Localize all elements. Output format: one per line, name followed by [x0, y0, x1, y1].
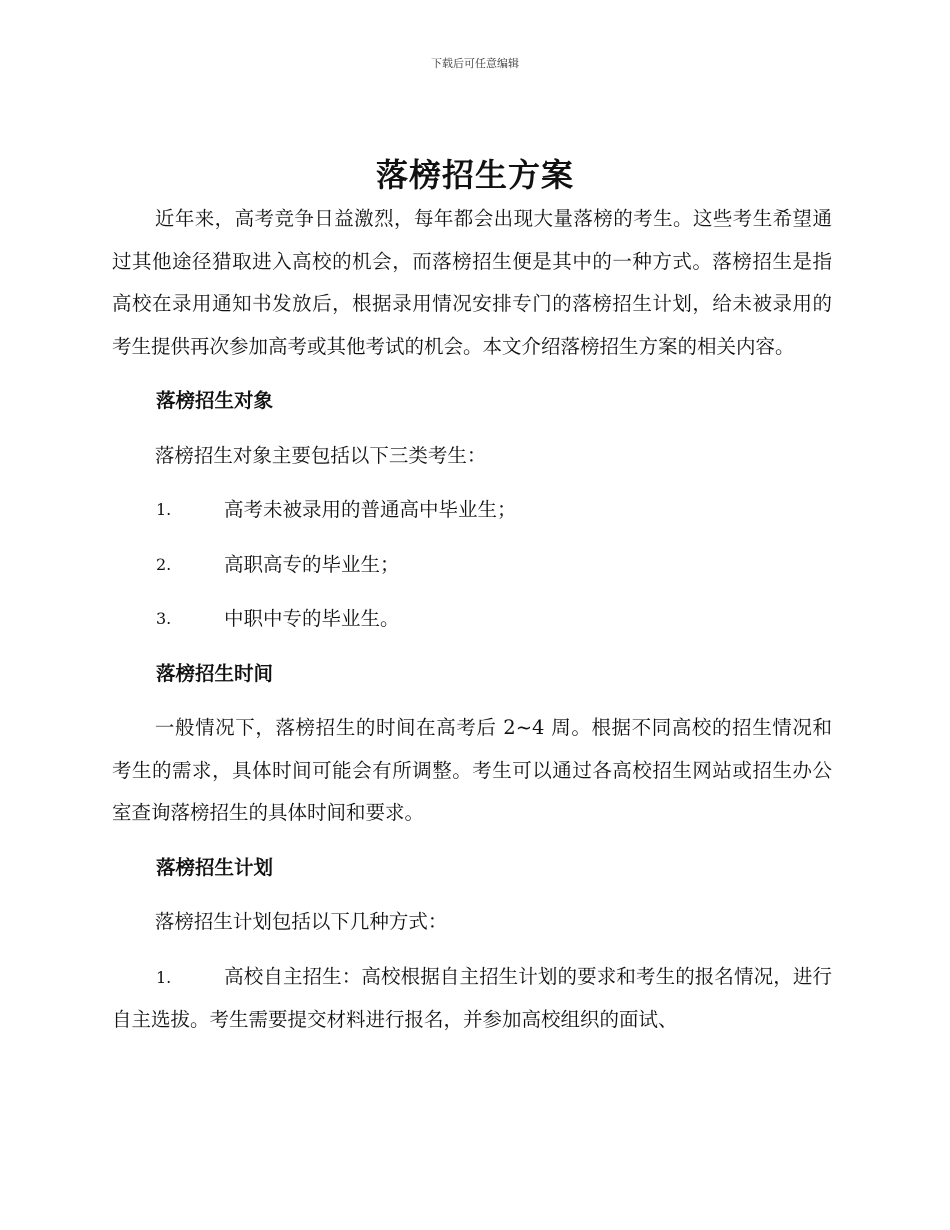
list-text: 中职中专的毕业生。: [224, 607, 400, 630]
document-title: 落榜招生方案: [375, 156, 574, 194]
list-item: [112, 956, 832, 1042]
list-item: [112, 489, 832, 532]
list-text: 高考未被录用的普通高中毕业生；: [224, 498, 517, 521]
list-text: 高校自主招生：高校根据自主招生计划的要求和考生的报名情况，进行自主选拔。考生需要提交材料进行报名，并参加高校组织的面试、: [112, 964, 832, 1031]
list-number: 1.: [156, 967, 172, 987]
list-item: [112, 598, 832, 641]
intro-paragraph: 近年来，高考竞争日益激烈，每年都会出现大量落榜的考生。这些考生希望通过其他途径猎取进入高校的机会，而落榜招生便是其中的一种方式。落榜招生是指高校在录用通知书发放后，根据录用情况安排专门的落榜招生计划，给未被录用的考生提供再次参加高考或其他考试的机会。本文介绍落榜招生方案的相关内容。: [112, 207, 832, 358]
section-heading-time: 落榜招生时间: [156, 661, 274, 685]
section-plan-lead: 落榜招生计划包括以下几种方式：: [154, 910, 448, 933]
list-number: 3.: [156, 609, 172, 628]
page-header: 下载后可任意编辑: [431, 57, 519, 70]
list-number: 2.: [156, 554, 172, 574]
section-time-paragraph: 一般情况下，落榜招生的时间在高考后 2~4 周。根据不同高校的招生情况和考生的需求，具体时间可能会有所调整。考生可以通过各高校招生网站或招生办公室查询落榜招生的具体时间和要求。: [112, 716, 832, 824]
list-item: [112, 544, 832, 587]
section-targets-lead: 落榜招生对象主要包括以下三类考生：: [154, 443, 487, 467]
list-text: 高职高专的毕业生；: [224, 552, 400, 576]
section-heading-plan: 落榜招生计划: [156, 855, 274, 879]
list-number: 1.: [156, 500, 172, 519]
document-body: [112, 198, 832, 1042]
section-heading-targets: 落榜招生对象: [156, 389, 274, 412]
